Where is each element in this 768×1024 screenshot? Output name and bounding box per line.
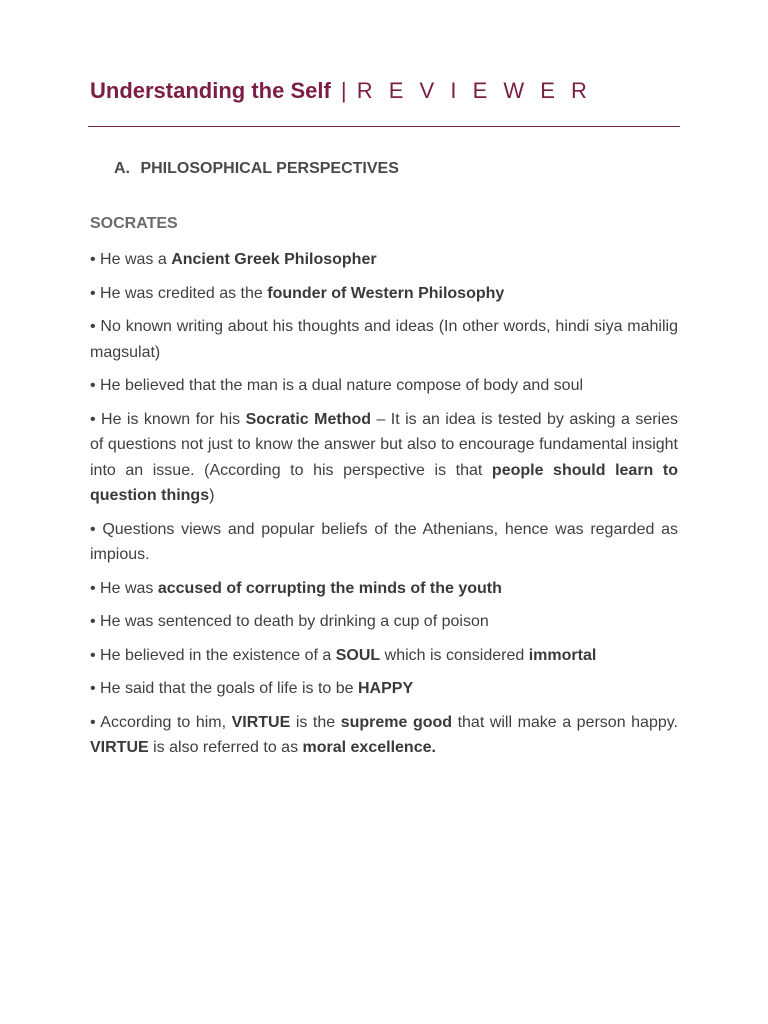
bullet-text: is also referred to as <box>148 739 303 756</box>
bullet-text: He said that the goals of life is to be <box>100 680 358 697</box>
bullet-bold-text: VIRTUE <box>231 713 291 731</box>
bullet-item <box>90 517 678 568</box>
bullet-text: He was credited as the <box>100 284 268 302</box>
bullet-symbol: • <box>90 410 102 428</box>
bullet-text: that will make a person happy. <box>452 713 678 731</box>
bullet-symbol: • <box>90 613 101 630</box>
bullet-item <box>90 576 678 602</box>
bullet-text: He was sentenced to death by drinking a cup of poison <box>100 613 489 630</box>
bullet-symbol: • <box>90 713 101 731</box>
bullet-text: He was a <box>100 251 172 268</box>
bullet-item <box>90 247 678 273</box>
bullet-text: He believed in the existence of a <box>100 646 336 664</box>
bullet-list <box>90 247 678 769</box>
section-title: PHILOSOPHICAL PERSPECTIVES <box>140 160 399 177</box>
section-letter: A. <box>114 160 130 177</box>
bullet-text: According to him, <box>100 713 232 731</box>
title-main: Understanding the Self <box>90 78 331 103</box>
document-title <box>90 78 592 104</box>
bullet-bold-text: SOUL <box>335 646 381 664</box>
bullet-bold-text: people should learn to question things <box>90 461 678 504</box>
bullet-bold-text: accused of corrupting the minds of the youth <box>157 579 502 597</box>
bullet-bold-text: founder of Western Philosophy <box>267 284 505 302</box>
bullet-item <box>90 643 678 669</box>
bullet-item <box>90 314 678 365</box>
bullet-bold-text: Socratic Method <box>245 410 372 428</box>
bullet-symbol: • <box>90 579 101 597</box>
bullet-text: ) <box>209 487 215 504</box>
bullet-text: No known writing about his thoughts and ideas (In other words, hindi siya mahilig magsulat) <box>90 318 678 361</box>
bullet-bold-text: supreme good <box>340 713 453 731</box>
bullet-bold-text: Ancient Greek Philosopher <box>171 251 377 268</box>
section-heading <box>114 160 399 178</box>
bullet-item <box>90 609 678 635</box>
bullet-text: Questions views and popular beliefs of the Athenians, hence was regarded as impious. <box>90 520 678 563</box>
bullet-symbol: • <box>90 318 101 335</box>
bullet-item <box>90 710 678 761</box>
title-suffix: R E V I E W E R <box>356 78 592 103</box>
bullet-bold-text: VIRTUE <box>90 739 149 756</box>
bullet-item <box>90 407 678 509</box>
bullet-text: – It is an idea is tested by asking a series of questions not just to know the answer but also to encourage fundamental insight into an issue. (According to his perspective is that <box>90 410 678 479</box>
bullet-symbol: • <box>90 520 103 538</box>
bullet-bold-text: immortal <box>528 646 597 664</box>
subject-heading: SOCRATES <box>90 215 178 232</box>
bullet-item <box>90 373 678 399</box>
bullet-symbol: • <box>90 646 101 664</box>
bullet-text: is the <box>290 713 341 731</box>
bullet-symbol: • <box>90 680 101 697</box>
title-separator: | <box>340 78 347 103</box>
bullet-text: which is considered <box>380 646 529 664</box>
bullet-symbol: • <box>90 251 101 268</box>
bullet-text: He is known for his <box>101 410 246 428</box>
bullet-text: He was <box>100 579 158 597</box>
title-divider <box>88 126 680 127</box>
bullet-bold-text: moral excellence. <box>302 739 436 756</box>
bullet-item <box>90 281 678 307</box>
bullet-symbol: • <box>90 284 101 302</box>
bullet-bold-text: HAPPY <box>357 680 414 697</box>
bullet-text: He believed that the man is a dual nature compose of body and soul <box>100 377 584 394</box>
bullet-symbol: • <box>90 377 101 394</box>
bullet-item <box>90 676 678 702</box>
